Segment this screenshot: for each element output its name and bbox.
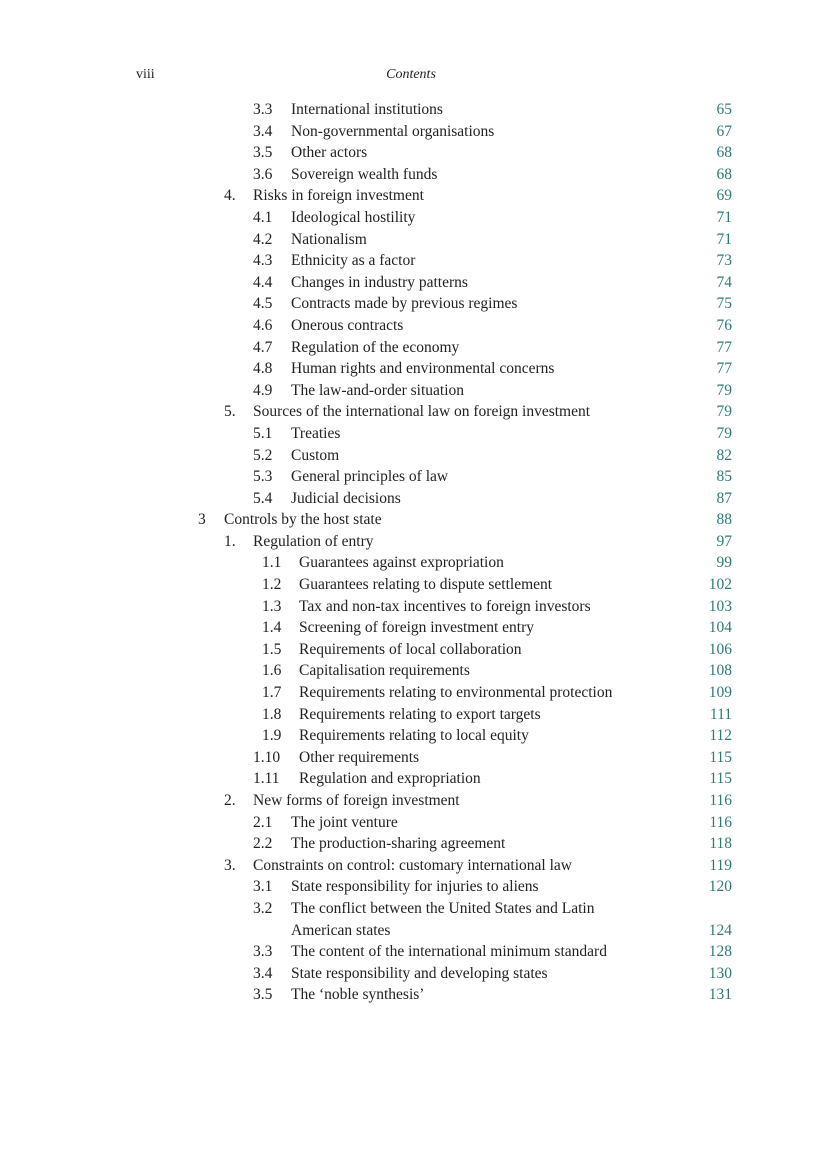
toc-entry-title-text: Onerous contracts xyxy=(291,316,404,334)
toc-entry[interactable] xyxy=(0,401,822,423)
toc-entry-page-number[interactable]: 79 xyxy=(716,381,732,399)
toc-entry-number: 1.3 xyxy=(262,597,282,615)
toc-entry-title-text: Human rights and environmental concerns xyxy=(291,360,555,378)
toc-entry-title xyxy=(291,466,448,488)
toc-entry-page-number[interactable]: 120 xyxy=(708,878,732,896)
toc-entry-title-text: Requirements relating to environmental protection xyxy=(299,684,613,702)
toc-entry[interactable] xyxy=(0,315,822,337)
toc-entry-number: 5.1 xyxy=(253,424,273,442)
toc-entry-title-text: Risks in foreign investment xyxy=(253,187,424,205)
toc-entry-title-text: The conflict between the United States and Latin xyxy=(291,899,595,917)
toc-entry-page-number[interactable]: 79 xyxy=(716,424,732,442)
toc-entry-title xyxy=(291,315,403,337)
toc-entry-page-number[interactable]: 115 xyxy=(709,748,732,766)
toc-entry-title-text: Changes in industry patterns xyxy=(291,273,468,291)
toc-entry-number: 1. xyxy=(224,532,236,550)
toc-entry-title xyxy=(291,250,415,272)
toc-entry-page-number[interactable]: 71 xyxy=(716,208,732,226)
toc-entry-number: 1.5 xyxy=(262,640,282,658)
toc-entry-title xyxy=(291,207,415,229)
toc-entry-title xyxy=(299,596,591,618)
toc-entry-title xyxy=(291,445,339,467)
toc-entry[interactable] xyxy=(0,358,822,380)
toc-entry[interactable] xyxy=(0,876,822,898)
toc-entry-number: 4.9 xyxy=(253,381,273,399)
toc-entry-title-text: General principles of law xyxy=(291,468,449,486)
toc-entry[interactable] xyxy=(0,164,822,186)
toc-entry-title xyxy=(291,164,437,186)
toc-entry-page-number[interactable]: 106 xyxy=(708,640,732,658)
toc-entry-title-text: The production-sharing agreement xyxy=(291,835,506,853)
toc-entry-title-text: Tax and non-tax incentives to foreign investors xyxy=(299,597,591,615)
toc-entry-page-number[interactable]: 103 xyxy=(708,597,732,615)
toc-entry[interactable] xyxy=(0,380,822,402)
toc-entry-page-number[interactable]: 82 xyxy=(716,446,732,464)
toc-entry-title-text: The content of the international minimum standard xyxy=(291,943,607,961)
toc-entry-number: 1.7 xyxy=(262,684,282,702)
toc-entry-number: 2. xyxy=(224,792,236,809)
toc-entry-title xyxy=(299,574,552,596)
toc-entry[interactable] xyxy=(0,552,822,574)
toc-entry-number: 4.6 xyxy=(253,316,273,334)
toc-entry[interactable] xyxy=(0,293,822,315)
toc-entry-title xyxy=(299,617,534,639)
toc-entry[interactable] xyxy=(0,229,822,251)
toc-entry-title xyxy=(291,358,554,380)
toc-entry-page-number[interactable]: 104 xyxy=(708,619,732,637)
toc-entry-number: 4.8 xyxy=(253,360,273,378)
toc-entry[interactable] xyxy=(0,121,822,143)
toc-entry-number: 3.4 xyxy=(253,122,273,140)
toc-entry-number: 3.4 xyxy=(253,964,273,982)
toc-entry[interactable] xyxy=(0,272,822,294)
toc-entry[interactable] xyxy=(0,423,822,445)
toc-entry-number: 5.2 xyxy=(253,446,273,464)
toc-entry[interactable] xyxy=(0,984,822,1006)
toc-entry-page-number[interactable]: 108 xyxy=(708,662,732,680)
toc-entry-page-number[interactable]: 76 xyxy=(716,316,732,334)
toc-entry-title-text: Regulation of the economy xyxy=(291,338,460,356)
toc-entry-page-number[interactable]: 131 xyxy=(708,986,732,1004)
toc-entry-title xyxy=(291,984,424,1006)
toc-entry-page-number[interactable]: 77 xyxy=(716,338,732,356)
toc-entry-title-text: Screening of foreign investment entry xyxy=(299,619,535,637)
toc-entry-number: 5. xyxy=(224,403,236,421)
toc-entry-title-text: Constraints on control: customary international law xyxy=(253,856,572,874)
toc-entry[interactable] xyxy=(0,747,822,769)
toc-entry[interactable] xyxy=(0,812,822,834)
toc-entry-number: 3.2 xyxy=(253,899,273,917)
toc-entry-number: 1.11 xyxy=(253,770,280,788)
toc-entry-title xyxy=(291,941,607,963)
toc-entry-page-number[interactable]: 68 xyxy=(716,165,732,183)
toc-entry-title xyxy=(291,337,459,359)
toc-entry-title xyxy=(291,293,517,315)
toc-entry-title-text: Judicial decisions xyxy=(291,489,401,507)
toc-entry-title-text: The law-and-order situation xyxy=(291,381,465,399)
toc-entry-title-text: Custom xyxy=(291,446,340,464)
toc-entry-number: 1.1 xyxy=(262,554,282,572)
toc-entry-title xyxy=(224,509,382,531)
toc-entry-number: 4.5 xyxy=(253,295,273,313)
toc-entry-title-text: Regulation of entry xyxy=(253,532,374,550)
toc-entry-title-text: Other requirements xyxy=(299,748,420,766)
toc-entry-title-text: International institutions xyxy=(291,101,443,118)
toc-entry[interactable] xyxy=(0,207,822,229)
toc-entry-number: 4.1 xyxy=(253,208,273,226)
toc-entry-title xyxy=(299,768,481,790)
toc-entry-title xyxy=(299,639,522,661)
toc-entry-number: 3.3 xyxy=(253,101,273,118)
toc-entry-number: 1.4 xyxy=(262,619,282,637)
toc-entry-title-text: Nationalism xyxy=(291,230,367,248)
toc-entry-page-number[interactable]: 128 xyxy=(708,943,732,961)
toc-entry-title-text: Guarantees relating to dispute settlement xyxy=(299,576,553,594)
toc-entry[interactable] xyxy=(0,704,822,726)
toc-entry-page-number[interactable]: 119 xyxy=(709,856,732,874)
toc-entry-number: 3.5 xyxy=(253,986,273,1004)
toc-entry-title xyxy=(291,833,505,855)
toc-entry-title-text: Regulation and expropriation xyxy=(299,770,481,788)
toc-entry-title-text: Contracts made by previous regimes xyxy=(291,295,518,313)
toc-entry[interactable] xyxy=(0,790,822,812)
toc-entry-page-number[interactable]: 109 xyxy=(708,684,732,702)
toc-entry[interactable] xyxy=(0,185,822,207)
toc-entry[interactable] xyxy=(0,682,822,704)
toc-entry-page-number[interactable]: 116 xyxy=(709,813,732,831)
toc-entry-page-number[interactable]: 130 xyxy=(708,964,732,982)
toc-entry[interactable] xyxy=(0,142,822,164)
toc-entry-page-number[interactable]: 111 xyxy=(709,705,732,723)
toc-entry-number: 4.7 xyxy=(253,338,273,356)
toc-entry-title-text: Ideological hostility xyxy=(291,208,416,226)
page-number: viii xyxy=(136,67,155,82)
toc-entry-page-number[interactable]: 124 xyxy=(708,921,732,939)
toc-entry[interactable] xyxy=(0,768,822,790)
toc-entry-title xyxy=(291,488,401,510)
toc-entry-title-text: The ‘noble synthesis’ xyxy=(291,986,425,1004)
toc-entry-title xyxy=(291,963,548,985)
toc-entry[interactable] xyxy=(0,466,822,488)
toc-entry-page-number[interactable]: 79 xyxy=(716,403,732,421)
toc-entry-title xyxy=(253,855,572,877)
toc-entry[interactable] xyxy=(0,660,822,682)
toc-entry-page-number[interactable]: 115 xyxy=(709,770,732,788)
toc-entry-number: 5.3 xyxy=(253,468,273,486)
toc-entry-title-text: Requirements relating to export targets xyxy=(299,705,541,723)
toc-entry-title-text: New forms of foreign investment xyxy=(253,792,460,809)
toc-entry-title-text: Sources of the international law on foreign investment xyxy=(253,403,591,421)
toc-entry-number: 4. xyxy=(224,187,236,205)
toc-entry-title-text: Guarantees against expropriation xyxy=(299,554,504,572)
toc-entry-title xyxy=(253,790,460,812)
toc-entry[interactable] xyxy=(0,833,822,855)
toc-entry-number: 3.3 xyxy=(253,943,273,961)
toc-entry-title xyxy=(299,682,612,704)
toc-entry-title-text: State responsibility for injuries to aliens xyxy=(291,878,539,896)
toc-entry[interactable] xyxy=(0,250,822,272)
toc-entry-page-number[interactable]: 116 xyxy=(709,792,732,809)
toc-entry-title-text: The joint venture xyxy=(291,813,398,831)
toc-entry-title xyxy=(299,725,529,747)
toc-entry-title-text: Requirements relating to local equity xyxy=(299,727,529,745)
toc-entry[interactable] xyxy=(0,941,822,963)
toc-entry[interactable] xyxy=(0,855,822,877)
toc-entry-number: 1.6 xyxy=(262,662,282,680)
toc-entry-page-number[interactable]: 102 xyxy=(708,576,732,594)
toc-entry[interactable] xyxy=(0,963,822,985)
toc-entry-title xyxy=(291,121,494,143)
toc-entry[interactable] xyxy=(0,725,822,747)
toc-entry-number: 2.2 xyxy=(253,835,273,853)
toc-entry-number: 3.5 xyxy=(253,144,273,162)
toc-entry-title-text: Other actors xyxy=(291,144,368,162)
toc-entry-title-text: Treaties xyxy=(291,424,341,442)
table-of-contents xyxy=(0,99,822,1006)
toc-entry-number: 4.3 xyxy=(253,252,273,270)
toc-entry-title-text: Sovereign wealth funds xyxy=(291,165,438,183)
toc-entry-number: 1.8 xyxy=(262,705,282,723)
toc-entry[interactable] xyxy=(0,639,822,661)
toc-entry-page-number[interactable]: 97 xyxy=(716,532,732,550)
toc-entry-number: 3. xyxy=(224,856,236,874)
toc-entry-title-continuation: American states xyxy=(291,921,391,939)
toc-entry-page-number[interactable]: 77 xyxy=(716,360,732,378)
toc-entry-title xyxy=(291,380,464,402)
toc-entry-page-number[interactable]: 69 xyxy=(716,187,732,205)
toc-entry-title xyxy=(291,142,367,164)
toc-entry-page-number[interactable]: 85 xyxy=(716,468,732,486)
toc-entry-page-number[interactable]: 87 xyxy=(716,489,732,507)
toc-entry-page-number[interactable]: 73 xyxy=(716,252,732,270)
toc-entry-title xyxy=(299,747,419,769)
toc-entry-page-number[interactable]: 88 xyxy=(716,511,732,529)
toc-entry[interactable] xyxy=(0,509,822,531)
toc-entry-page-number[interactable]: 74 xyxy=(716,273,732,291)
toc-entry-page-number[interactable]: 112 xyxy=(709,727,732,745)
toc-entry-number: 3.1 xyxy=(253,878,273,896)
toc-entry-title-text: State responsibility and developing states xyxy=(291,964,548,982)
toc-entry-title-text: Capitalisation requirements xyxy=(299,662,470,680)
toc-entry-number: 1.2 xyxy=(262,576,282,594)
toc-entry-title xyxy=(291,272,468,294)
toc-entry-page-number[interactable]: 65 xyxy=(716,101,732,118)
toc-entry-page-number[interactable]: 68 xyxy=(716,144,732,162)
toc-entry-title xyxy=(291,229,367,251)
toc-entry-title xyxy=(291,898,594,941)
toc-entry-title xyxy=(291,876,539,898)
toc-entry-title-text: Controls by the host state xyxy=(224,511,382,529)
toc-entry-page-number[interactable]: 118 xyxy=(709,835,732,853)
toc-entry-number: 2.1 xyxy=(253,813,273,831)
toc-entry-title-text: Requirements of local collaboration xyxy=(299,640,522,658)
toc-entry[interactable] xyxy=(0,574,822,596)
toc-entry-title-text: Ethnicity as a factor xyxy=(291,252,416,270)
toc-entry-title xyxy=(299,704,541,726)
toc-entry-number: 3 xyxy=(198,511,206,529)
toc-entry-number: 5.4 xyxy=(253,489,273,507)
toc-entry-title xyxy=(291,99,443,121)
toc-entry-title xyxy=(253,401,590,423)
toc-entry[interactable] xyxy=(0,617,822,639)
toc-entry[interactable] xyxy=(0,445,822,467)
toc-entry-title xyxy=(253,531,374,553)
toc-entry[interactable] xyxy=(0,531,822,553)
toc-entry[interactable] xyxy=(0,99,822,121)
toc-entry-page-number[interactable]: 71 xyxy=(716,230,732,248)
toc-entry-title xyxy=(299,552,504,574)
toc-entry-title xyxy=(253,185,424,207)
toc-entry-page-number[interactable]: 67 xyxy=(716,122,732,140)
toc-entry-title-text: Non-governmental organisations xyxy=(291,122,495,140)
running-head: Contents xyxy=(386,67,436,82)
toc-entry-number: 4.4 xyxy=(253,273,273,291)
toc-entry-page-number[interactable]: 99 xyxy=(716,554,732,572)
toc-entry-number: 3.6 xyxy=(253,165,273,183)
toc-entry-number: 4.2 xyxy=(253,230,273,248)
toc-entry-title xyxy=(299,660,470,682)
toc-entry[interactable] xyxy=(0,596,822,618)
toc-entry[interactable] xyxy=(0,337,822,359)
toc-entry-title xyxy=(291,812,398,834)
toc-entry[interactable] xyxy=(0,488,822,510)
toc-entry-title xyxy=(291,423,340,445)
toc-entry[interactable] xyxy=(0,898,822,941)
toc-entry-page-number[interactable]: 75 xyxy=(716,295,732,313)
toc-entry-number: 1.9 xyxy=(262,727,282,745)
toc-entry-number: 1.10 xyxy=(253,748,281,766)
